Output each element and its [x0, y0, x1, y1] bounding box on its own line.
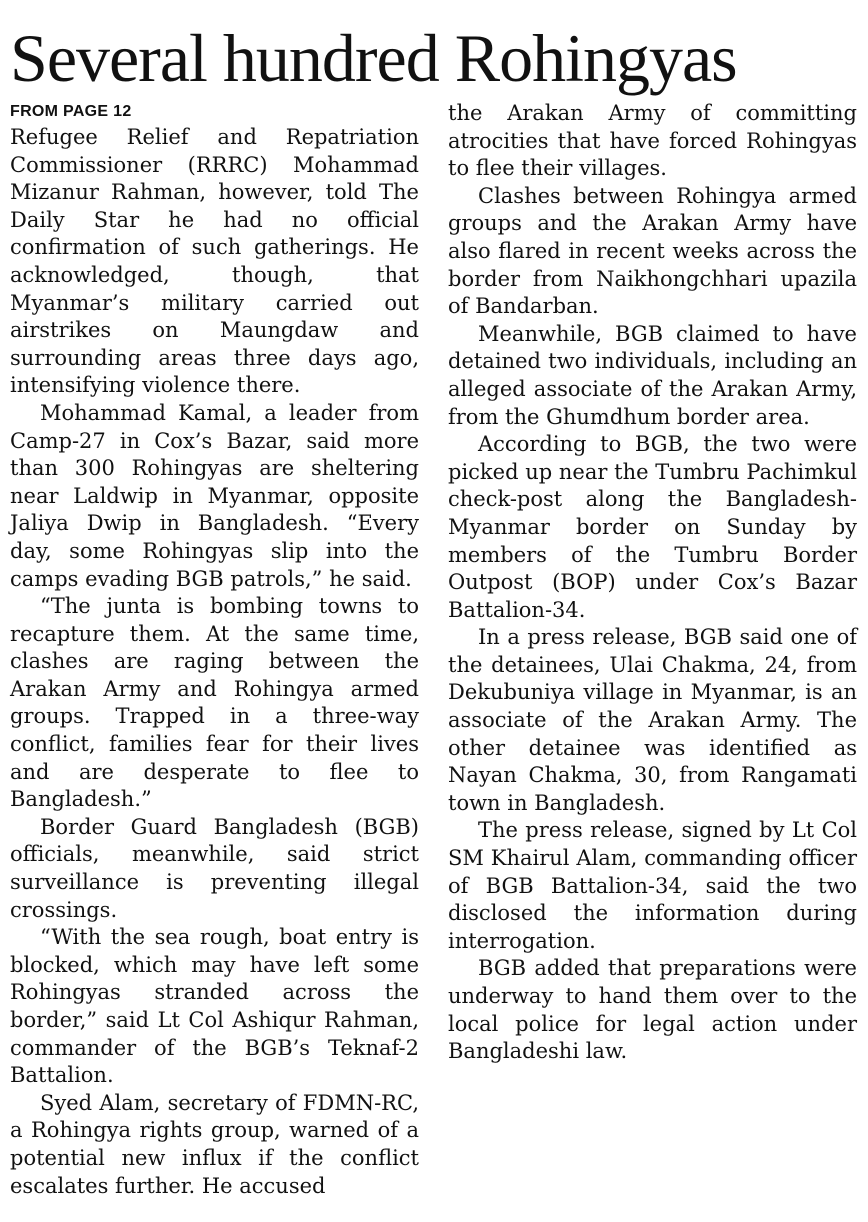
paragraph: Refugee Relief and Repatriation Commissioner (RRRC) Mohammad Mizanur Rahman, however, told The Daily Star he had no official confirmation of such gatherings. He acknowledged, though, that Myanmar’s military carried out airstrikes on Maungdaw and surrounding areas three days ago, intensifying violence there. [10, 125, 419, 398]
article-column-left [10, 100, 419, 1200]
article-column-right [448, 100, 857, 1066]
paragraph: “With the sea rough, boat entry is blocked, which may have left some Rohingyas stranded across the border,” said Lt Col Ashiqur Rahman, commander of the BGB’s Teknaf-2 Battalion. [10, 925, 419, 1088]
paragraph: “The junta is bombing towns to recapture them. At the same time, clashes are raging between the Arakan Army and Rohingya armed groups. Trapped in a three-way conflict, families fear for their lives and are desperate to flee to Bangladesh.” [10, 594, 419, 812]
dateline: FROM PAGE 12 [10, 103, 132, 120]
paragraph: Border Guard Bangladesh (BGB) officials, meanwhile, said strict surveillance is preventing illegal crossings. [10, 814, 419, 922]
paragraph: the Arakan Army of committing atrocities that have forced Rohingyas to flee their villages. [448, 101, 857, 181]
paragraph: Meanwhile, BGB claimed to have detained two individuals, including an alleged associate of the Arakan Army, from the Ghumdhum border area. [448, 321, 857, 429]
paragraph: In a press release, BGB said one of the detainees, Ulai Chakma, 24, from Dekubuniya village in Myanmar, is an associate of the Arakan Army. The other detainee was identified as Nayan Chakma, 30, from Rangamati town in Bangladesh. [448, 625, 857, 815]
paragraph: According to BGB, the two were picked up near the Tumbru Pachimkul check-post along the Bangladesh-Myanmar border on Sunday by members of the Tumbru Border Outpost (BOP) under Cox’s Bazar Battalion-34. [448, 432, 857, 622]
headline: Several hundred Rohingyas [10, 20, 737, 96]
paragraph: Clashes between Rohingya armed groups and the Arakan Army have also flared in recent weeks across the border from Naikhongchhari upazila of Bandarban. [448, 183, 857, 319]
paragraph: Mohammad Kamal, a leader from Camp-27 in Cox’s Bazar, said more than 300 Rohingyas are sheltering near Laldwip in Myanmar, opposite Jaliya Dwip in Bangladesh. “Every day, some Rohingyas slip into the camps evading BGB patrols,” he said. [10, 400, 419, 591]
paragraph: BGB added that preparations were underway to hand them over to the local police for legal action under Bangladeshi law. [448, 956, 857, 1064]
paragraph: The press release, signed by Lt Col SM Khairul Alam, commanding officer of BGB Battalion-34, said the two disclosed the information during interrogation. [448, 818, 857, 953]
paragraph: Syed Alam, secretary of FDMN-RC, a Rohingya rights group, warned of a potential new influx if the conflict escalates further. He accused [10, 1090, 419, 1198]
